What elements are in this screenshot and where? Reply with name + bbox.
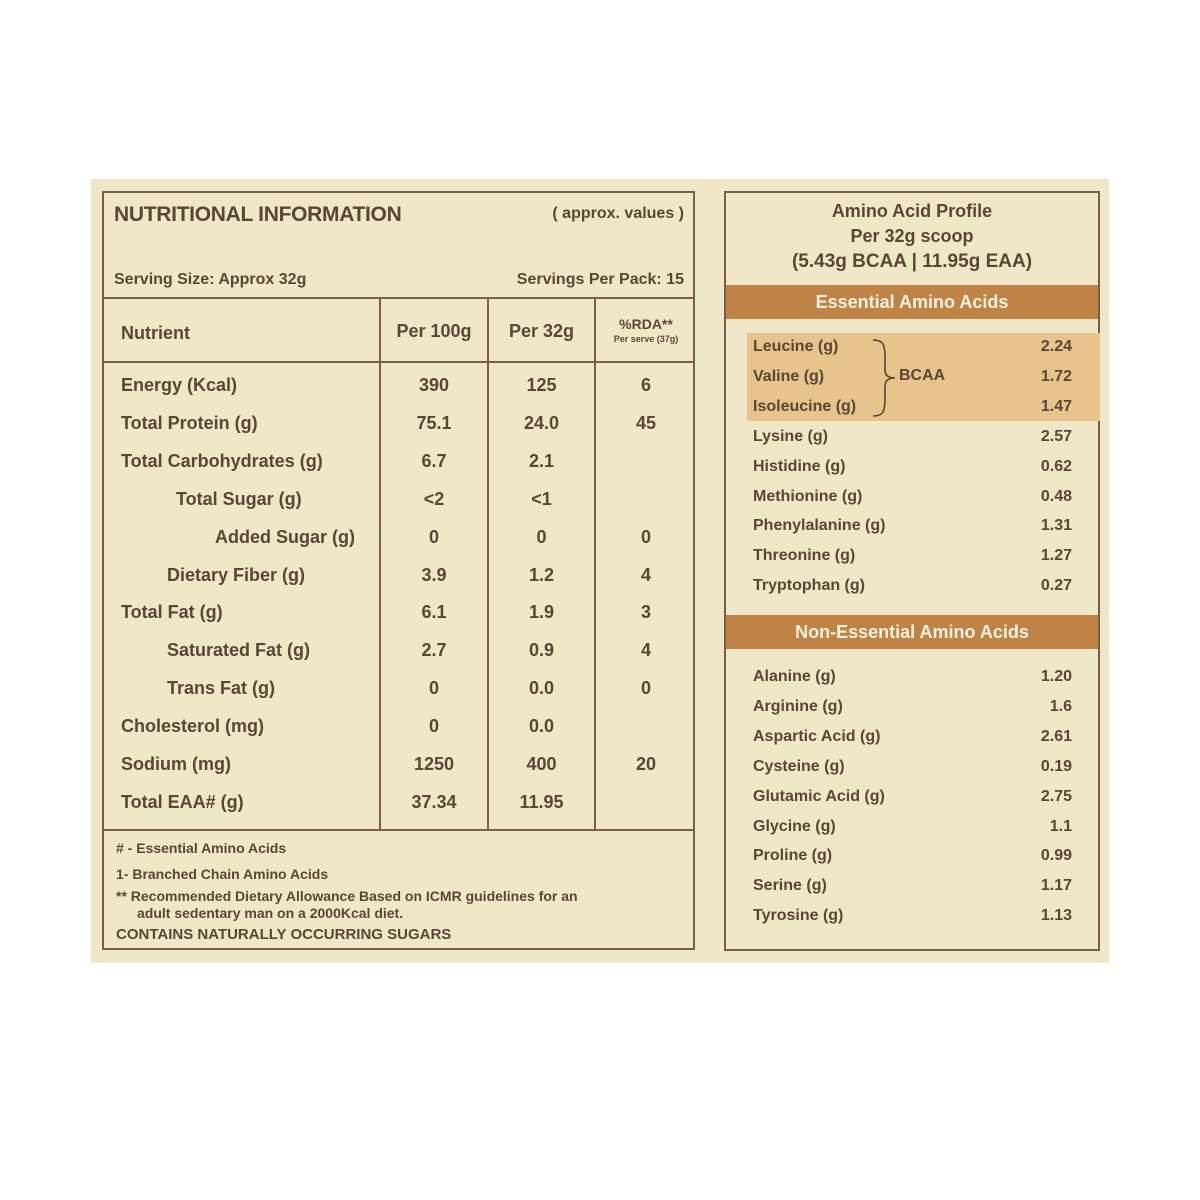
nutrient-per100: 75.1 <box>416 412 452 433</box>
nutrient-rda: 20 <box>635 754 657 774</box>
amino-value: 1.1 <box>1049 817 1072 835</box>
nutrient-per100: 0 <box>428 526 439 547</box>
amino-name: Phenylalanine (g) <box>753 517 886 535</box>
nutrient-rda: 0 <box>640 526 651 547</box>
nutrient-per100: 1250 <box>413 754 455 774</box>
amino-value: 1.6 <box>1049 697 1072 715</box>
nutrient-name: Total Sugar (g) <box>176 488 302 509</box>
nutrient-per32: 0.9 <box>528 640 555 661</box>
nutrient-name: Total Carbohydrates (g) <box>121 450 323 471</box>
amino-value: 1.20 <box>1040 668 1072 685</box>
nutrient-rda: 6 <box>640 375 651 395</box>
footnote-rda-cont: adult sedentary man on a 2000Kcal diet. <box>137 905 404 921</box>
serving-size: Serving Size: Approx 32g <box>114 271 307 288</box>
amino-value: 2.57 <box>1040 427 1072 445</box>
nutrient-name: Energy (Kcal) <box>121 375 238 395</box>
amino-name: Histidine (g) <box>753 457 846 475</box>
nutrient-per100: 6.7 <box>421 450 447 471</box>
nutrient-per32: 11.95 <box>519 791 564 812</box>
amino-value: 0.19 <box>1040 757 1072 775</box>
nutrient-name: Added Sugar (g) <box>215 526 355 547</box>
essential-band: Essential Amino Acids <box>726 285 1098 319</box>
amino-name: Lysine (g) <box>753 427 828 445</box>
amino-value: 0.99 <box>1040 847 1072 865</box>
label-panel <box>91 179 1109 963</box>
nutrient-per32: 24.0 <box>523 412 560 433</box>
nutrient-per100: 3.9 <box>421 564 447 585</box>
nutrient-rda: 45 <box>635 412 657 433</box>
amino-value: 1.47 <box>1040 397 1072 415</box>
nutrient-name: Sodium (mg) <box>121 754 231 774</box>
header-per32: Per 32g <box>508 321 575 341</box>
nutrient-name: Saturated Fat (g) <box>167 640 311 661</box>
amino-name: Valine (g) <box>753 367 825 385</box>
amino-name: Glutamic Acid (g) <box>753 787 885 805</box>
amino-value: 1.27 <box>1040 547 1072 565</box>
nutrient-rda: 3 <box>640 602 651 623</box>
amino-value: 1.72 <box>1040 367 1072 385</box>
approx-note: ( approx. values ) <box>552 205 684 222</box>
amino-summary: (5.43g BCAA | 11.95g EAA) <box>791 251 1033 272</box>
nutrient-per100: <2 <box>423 488 445 509</box>
amino-name: Aspartic Acid (g) <box>753 727 881 745</box>
nutrient-per100: 2.7 <box>421 640 447 661</box>
header-rda: %RDA** <box>619 316 673 332</box>
nutrient-per32: 0.0 <box>528 678 555 699</box>
nutrient-per32: 0.0 <box>528 716 555 737</box>
footnote-sugars: CONTAINS NATURALLY OCCURRING SUGARS <box>116 926 452 943</box>
footnote-eaa: # - Essential Amino Acids <box>116 840 287 856</box>
amino-value: 2.24 <box>1040 338 1072 355</box>
amino-name: Alanine (g) <box>753 668 836 685</box>
amino-value: 1.17 <box>1040 877 1072 895</box>
amino-value: 0.62 <box>1040 457 1072 475</box>
nutrient-per32: <1 <box>531 488 552 509</box>
nutrient-per32: 400 <box>526 754 557 774</box>
nutrient-per32: 0 <box>536 526 547 547</box>
amino-name: Isoleucine (g) <box>753 397 857 415</box>
amino-name: Leucine (g) <box>753 338 839 355</box>
nutrient-per32: 1.2 <box>528 564 555 585</box>
nutrition-title: NUTRITIONAL INFORMATION <box>114 203 402 226</box>
servings-per-pack: Servings Per Pack: 15 <box>516 271 684 288</box>
amino-value: 1.13 <box>1040 907 1072 925</box>
amino-name: Glycine (g) <box>753 817 836 835</box>
nutrient-per100: 390 <box>418 375 450 395</box>
amino-name: Threonine (g) <box>753 547 856 565</box>
amino-name: Serine (g) <box>753 877 827 895</box>
nutrient-per100: 0 <box>428 716 439 737</box>
header-rda-sub: Per serve (37g) <box>613 334 679 344</box>
bcaa-label: BCAA <box>899 367 946 384</box>
amino-title: Amino Acid Profile <box>831 201 993 221</box>
nonessential-band: Non-Essential Amino Acids <box>726 615 1098 649</box>
nutrient-rda: 4 <box>640 640 651 661</box>
amino-value: 0.27 <box>1040 577 1072 595</box>
nutrient-name: Cholesterol (mg) <box>121 716 265 737</box>
divider <box>104 361 693 363</box>
footnote-rda: ** Recommended Dietary Allowance Based on ICMR guidelines for an <box>116 888 578 904</box>
nutrient-name: Total Protein (g) <box>121 412 258 433</box>
nutrient-rda: 0 <box>640 678 651 699</box>
nutrient-name: Total EAA# (g) <box>121 791 244 812</box>
amino-box <box>724 191 1100 951</box>
nutrient-per100: 37.34 <box>411 791 457 812</box>
nutrient-name: Total Fat (g) <box>121 602 223 623</box>
nutrient-per32: 125 <box>526 375 557 395</box>
amino-subtitle: Per 32g scoop <box>850 226 974 246</box>
divider <box>104 829 693 831</box>
amino-value: 0.48 <box>1040 487 1072 505</box>
nutrient-per32: 2.1 <box>528 450 555 471</box>
header-per100: Per 100g <box>396 321 472 341</box>
divider <box>104 297 693 299</box>
amino-name: Tryptophan (g) <box>753 577 865 595</box>
nutrient-name: Dietary Fiber (g) <box>167 564 306 585</box>
amino-value: 1.31 <box>1040 517 1072 535</box>
nutrition-box <box>102 191 695 950</box>
amino-name: Proline (g) <box>753 847 833 865</box>
footnote-bcaa: 1- Branched Chain Amino Acids <box>116 866 329 882</box>
amino-name: Tyrosine (g) <box>753 907 844 925</box>
nutrient-per100: 6.1 <box>421 602 447 623</box>
nutrient-per32: 1.9 <box>528 602 555 623</box>
header-nutrient: Nutrient <box>121 323 190 343</box>
amino-name: Cysteine (g) <box>753 757 845 775</box>
amino-value: 2.75 <box>1040 787 1072 805</box>
nutrient-per100: 0 <box>428 678 439 699</box>
amino-name: Methionine (g) <box>753 487 863 505</box>
amino-name: Arginine (g) <box>753 697 843 715</box>
nutrient-name: Trans Fat (g) <box>167 678 276 699</box>
amino-value: 2.61 <box>1040 727 1072 745</box>
nutrient-rda: 4 <box>640 564 651 585</box>
